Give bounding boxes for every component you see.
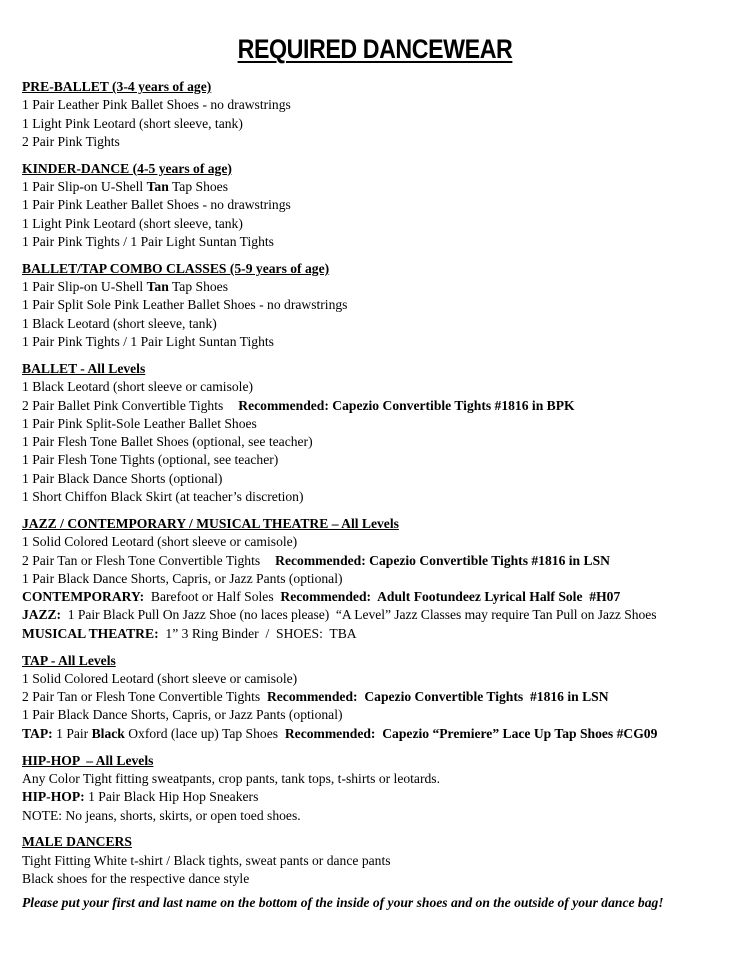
section-heading: TAP - All Levels xyxy=(22,652,116,668)
list-item: 1 Pair Split Sole Pink Leather Ballet Shoes - no drawstrings xyxy=(22,297,348,313)
section-male-dancers xyxy=(22,833,742,888)
list-item xyxy=(22,688,742,706)
list-item xyxy=(22,625,742,643)
section-heading: BALLET - All Levels xyxy=(22,360,146,376)
recommendation: Recommended: Capezio Convertible Tights #1816 in LSN xyxy=(275,552,610,568)
section-heading: BALLET/TAP COMBO CLASSES (5-9 years of age) xyxy=(22,260,330,276)
list-item: 1 Pair Black Dance Shorts, Capris, or Jazz Pants (optional) xyxy=(22,570,343,586)
list-item: Black shoes for the respective dance style xyxy=(22,871,250,887)
section-kinder-dance xyxy=(22,160,742,251)
section-heading: MALE DANCERS xyxy=(22,834,132,850)
item-label: JAZZ: xyxy=(22,607,62,623)
item-text: 1 Pair xyxy=(52,725,92,741)
section-ballet xyxy=(22,360,742,506)
list-item xyxy=(22,397,742,415)
dancewear-list xyxy=(22,78,742,913)
list-item: 1 Pair Pink Split-Sole Leather Ballet Shoes xyxy=(22,415,257,431)
list-item: 1 Solid Colored Leotard (short sleeve or camisole) xyxy=(22,534,298,550)
section-heading: PRE-BALLET (3-4 years of age) xyxy=(22,79,212,94)
item-label: TAP: xyxy=(22,725,53,741)
item-text: 1 Pair Slip-on U-Shell xyxy=(22,279,147,295)
list-item xyxy=(22,278,742,296)
list-item: 1 Pair Pink Leather Ballet Shoes - no drawstrings xyxy=(22,197,291,213)
recommendation: Recommended: Capezio Convertible Tights #1816 in BPK xyxy=(238,397,575,413)
list-item: 1 Light Pink Leotard (short sleeve, tank) xyxy=(22,215,243,231)
section-heading: HIP-HOP – All Levels xyxy=(22,752,154,768)
section-jazz-contemporary-musical-theatre xyxy=(22,515,742,643)
item-label: HIP-HOP: xyxy=(22,789,85,805)
item-label: MUSICAL THEATRE: xyxy=(22,625,159,641)
list-item: Tight Fitting White t-shirt / Black tights, sweat pants or dance pants xyxy=(22,852,391,868)
section-hip-hop xyxy=(22,752,742,825)
list-item xyxy=(22,588,742,606)
item-text: 2 Pair Tan or Flesh Tone Convertible Tights xyxy=(22,552,261,568)
item-emphasis: Tan xyxy=(146,179,169,195)
item-emphasis: Black xyxy=(91,725,125,741)
list-item: 1 Pair Pink Tights / 1 Pair Light Suntan Tights xyxy=(22,233,274,249)
list-item: 1 Pair Leather Pink Ballet Shoes - no drawstrings xyxy=(22,97,291,113)
recommendation: Recommended: Capezio “Premiere” Lace Up Tap Shoes #CG09 xyxy=(284,725,658,741)
item-text: Tap Shoes xyxy=(168,179,229,195)
list-item xyxy=(22,788,742,806)
section-heading: KINDER-DANCE (4-5 years of age) xyxy=(22,160,232,176)
list-item: 2 Pair Pink Tights xyxy=(22,133,120,149)
list-item: 1 Pair Flesh Tone Tights (optional, see teacher) xyxy=(22,452,279,468)
item-label: CONTEMPORARY: xyxy=(22,589,145,605)
list-item xyxy=(22,606,742,624)
recommendation: Recommended: Capezio Convertible Tights #1816 in LSN xyxy=(266,689,609,705)
item-text: 1” 3 Ring Binder / SHOES: TBA xyxy=(158,625,357,641)
item-text: 1 Pair Black Hip Hop Sneakers xyxy=(84,789,259,805)
list-item: 1 Short Chiffon Black Skirt (at teacher’s discretion) xyxy=(22,489,304,505)
list-item xyxy=(22,552,742,570)
page-title: REQUIRED DANCEWEAR xyxy=(237,34,513,64)
list-item: 1 Solid Colored Leotard (short sleeve or camisole) xyxy=(22,670,298,686)
section-tap xyxy=(22,652,742,743)
item-text: 1 Pair Black Pull On Jazz Shoe (no laces please) “A Level” Jazz Classes may require Tan Pull on Jazz Shoes xyxy=(61,607,657,623)
item-text: Barefoot or Half Soles xyxy=(144,589,281,605)
list-item: 1 Pair Black Dance Shorts (optional) xyxy=(22,470,223,486)
item-text: 1 Pair Slip-on U-Shell xyxy=(22,179,147,195)
section-pre-ballet xyxy=(22,78,742,151)
list-item: 1 Black Leotard (short sleeve or camisole) xyxy=(22,379,254,395)
list-item xyxy=(22,178,742,196)
section-heading: JAZZ / CONTEMPORARY / MUSICAL THEATRE – All Levels xyxy=(22,515,399,531)
list-item: 1 Pair Flesh Tone Ballet Shoes (optional, see teacher) xyxy=(22,434,313,450)
list-item: 1 Pair Black Dance Shorts, Capris, or Jazz Pants (optional) xyxy=(22,707,343,723)
list-item: 1 Light Pink Leotard (short sleeve, tank) xyxy=(22,115,243,131)
item-emphasis: Tan xyxy=(146,279,169,295)
list-item: 1 Pair Pink Tights / 1 Pair Light Suntan Tights xyxy=(22,334,274,350)
item-text: 2 Pair Ballet Pink Convertible Tights xyxy=(22,397,224,413)
item-text: Oxford (lace up) Tap Shoes xyxy=(124,725,285,741)
note: NOTE: No jeans, shorts, skirts, or open toed shoes. xyxy=(22,807,301,823)
list-item: Any Color Tight fitting sweatpants, crop pants, tank tops, t-shirts or leotards. xyxy=(22,770,440,786)
item-text: Tap Shoes xyxy=(168,279,229,295)
recommendation: Recommended: Adult Footundeez Lyrical Half Sole #H07 xyxy=(280,589,621,605)
section-ballet-tap-combo xyxy=(22,260,742,351)
list-item xyxy=(22,725,742,743)
footer-note: Please put your first and last name on the bottom of the inside of your shoes and on the outside of your dance bag! xyxy=(22,895,664,911)
item-text: 2 Pair Tan or Flesh Tone Convertible Tights xyxy=(22,689,267,705)
list-item: 1 Black Leotard (short sleeve, tank) xyxy=(22,315,217,331)
